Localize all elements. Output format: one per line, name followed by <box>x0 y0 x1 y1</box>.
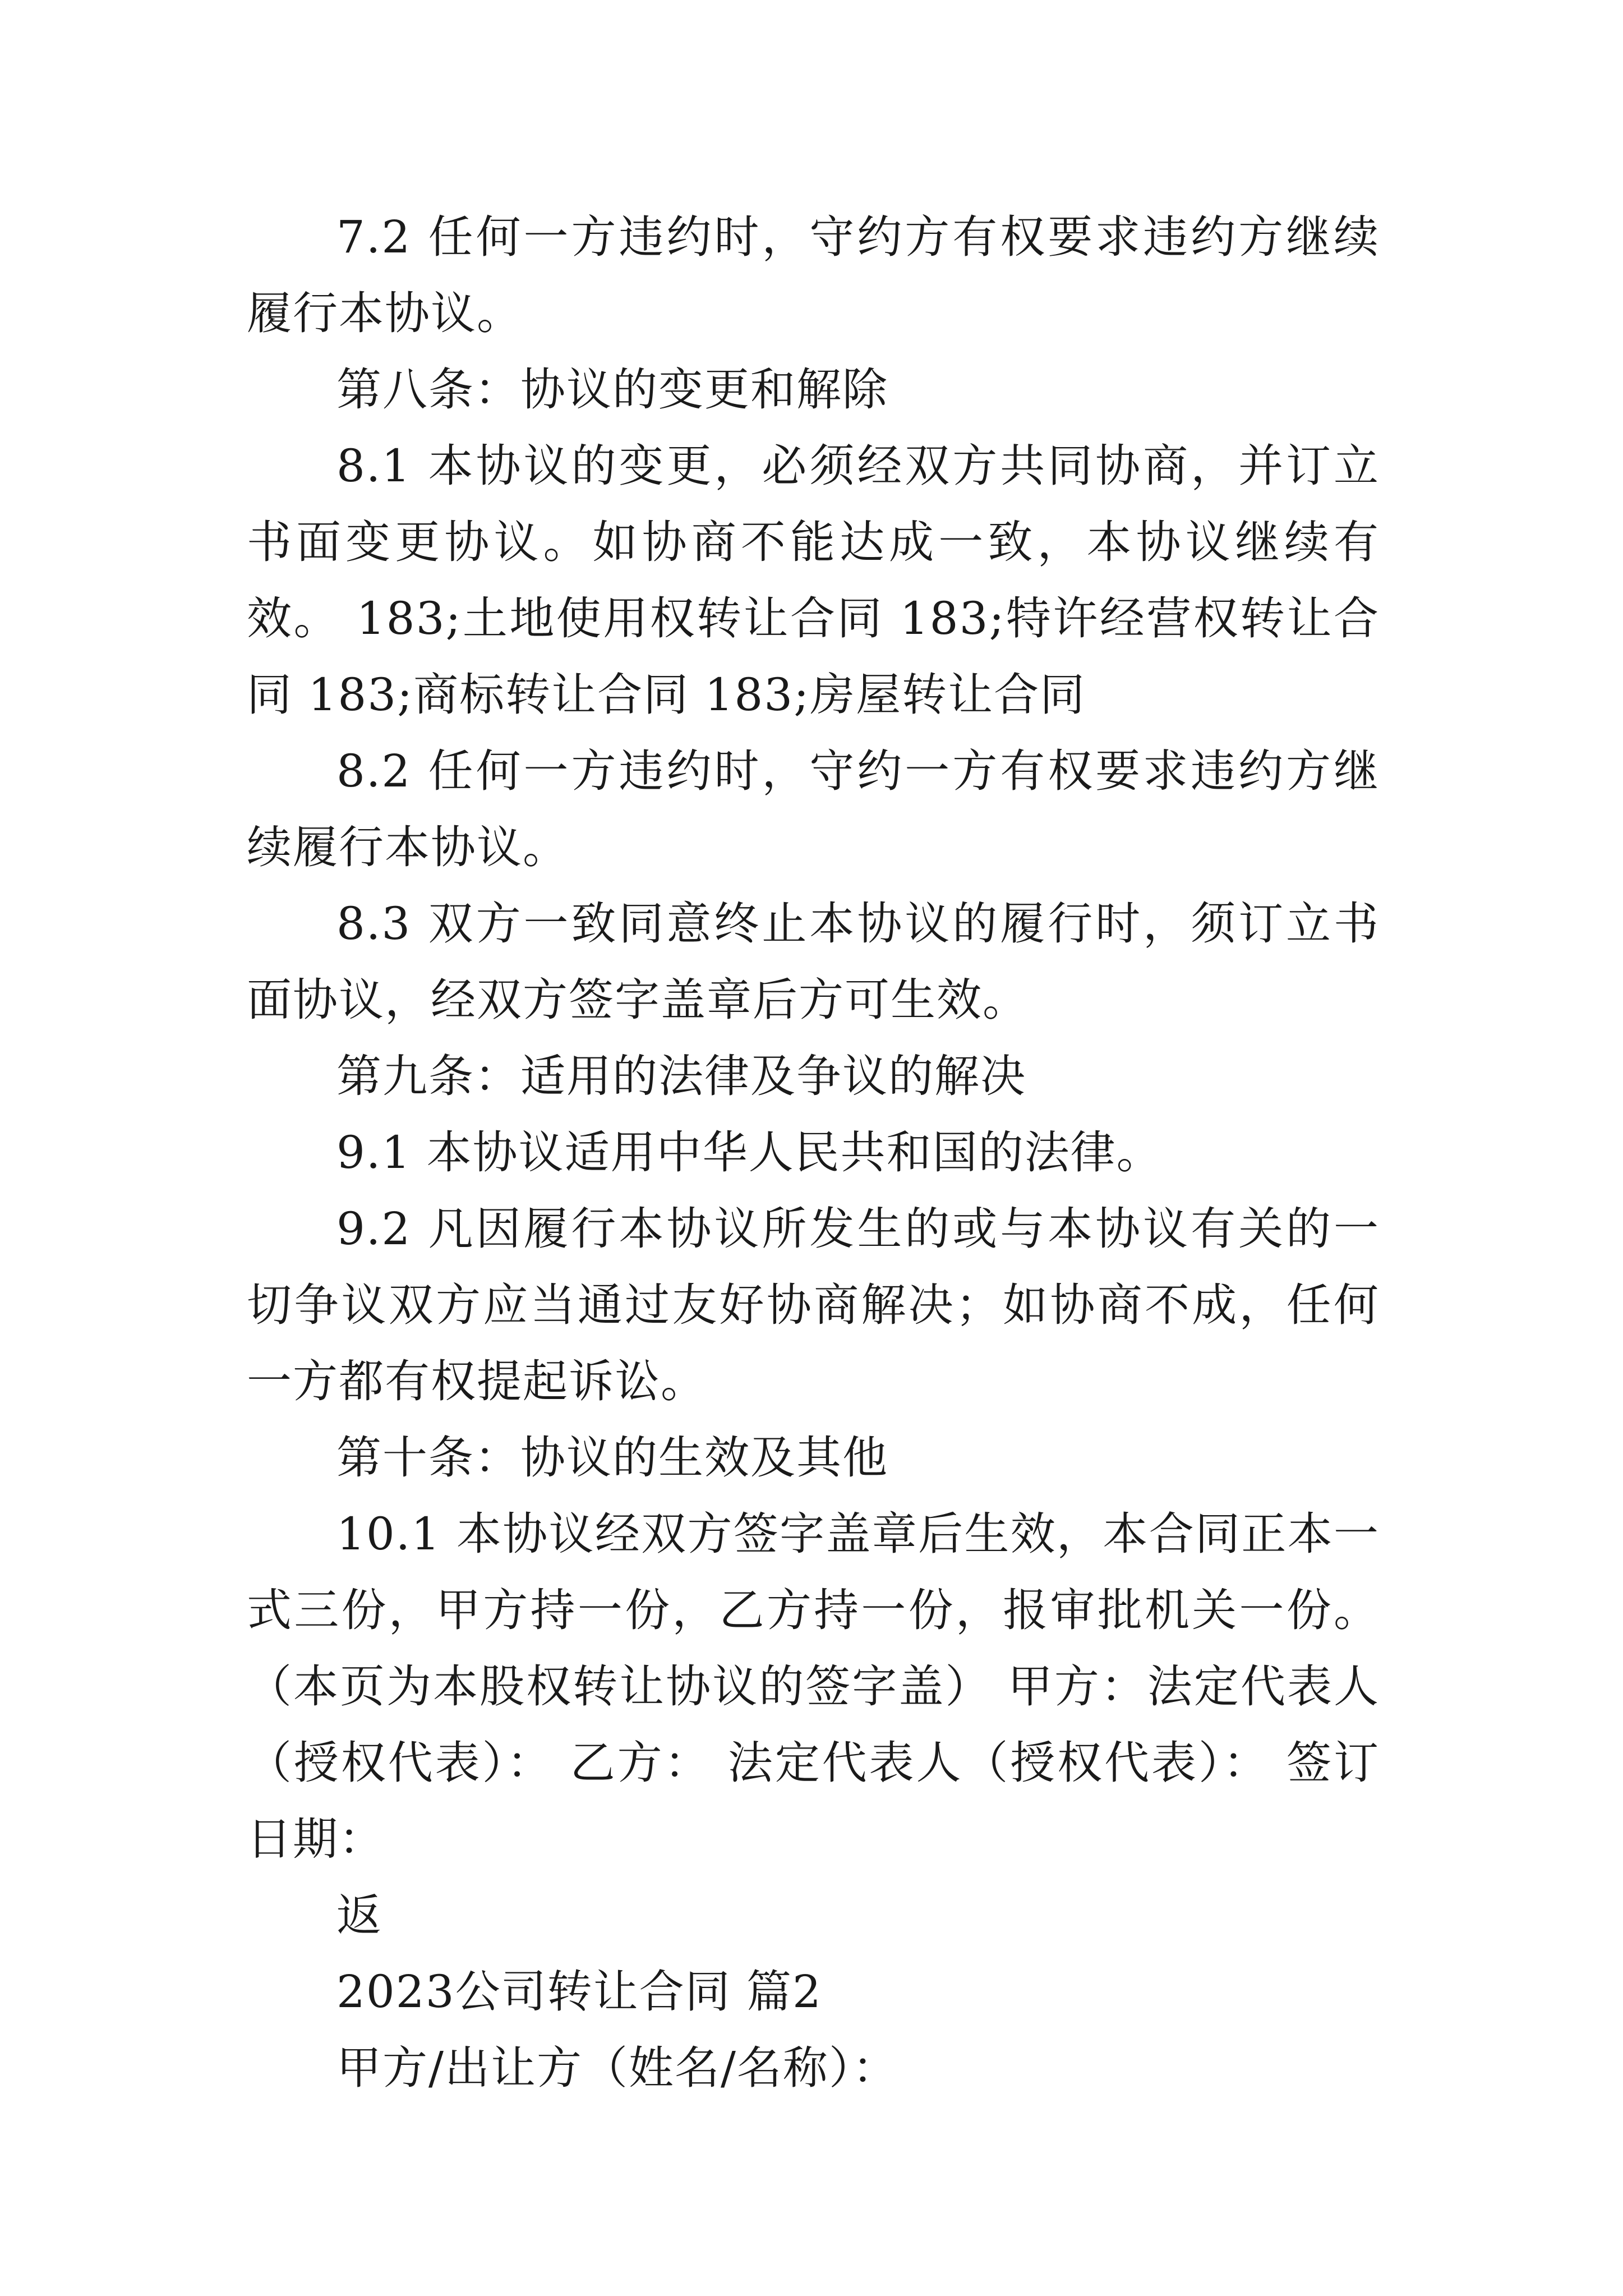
paragraph-7-2: 7.2 任何一方违约时，守约方有权要求违约方继续履行本协议。 <box>247 211 1380 339</box>
paragraph-9-1: 9.1 本协议适用中华人民共和国的法律。 <box>336 1126 1163 1179</box>
party-a-transferor-line: 甲方/出让方（姓名/名称）： <box>336 2042 898 2094</box>
paragraph-8-3: 8.3 双方一致同意终止本协议的履行时，须订立书面协议，经双方签字盖章后方可生效。 <box>247 898 1380 1026</box>
document-body <box>247 199 1380 2106</box>
return-text: 返 <box>336 1889 382 1941</box>
paragraph-9-2: 9.2 凡因履行本协议所发生的或与本协议有关的一切争议双方应当通过友好协商解决；如协商不成，任何一方都有权提起诉讼。 <box>247 1203 1380 1407</box>
paragraph-8-1: 8.1 本协议的变更，必须经双方共同协商，并订立书面变更协议。如协商不能达成一致，本协议继续有效。 183;土地使用权转让合同 183;特许经营权转让合同 183;商标转让合同 183;房屋转让合同 <box>247 440 1380 721</box>
paragraph-8-2: 8.2 任何一方违约时，守约一方有权要求违约方继续履行本协议。 <box>247 745 1380 873</box>
section-title-part-2: 2023公司转让合同 篇2 <box>336 1966 822 2018</box>
heading-article-10: 第十条：协议的生效及其他 <box>336 1432 888 1484</box>
heading-article-9: 第九条：适用的法律及争议的解决 <box>336 1050 1026 1102</box>
paragraph-10-1: 10.1 本协议经双方签字盖章后生效，本合同正本一式三份，甲方持一份，乙方持一份，报审批机关一份。 （本页为本股权转让协议的签字盖） 甲方：法定代表人（授权代表）： 乙方： 法定代表人（授权代表）： 签订日期： <box>247 1508 1380 1865</box>
heading-article-8: 第八条：协议的变更和解除 <box>336 364 888 416</box>
